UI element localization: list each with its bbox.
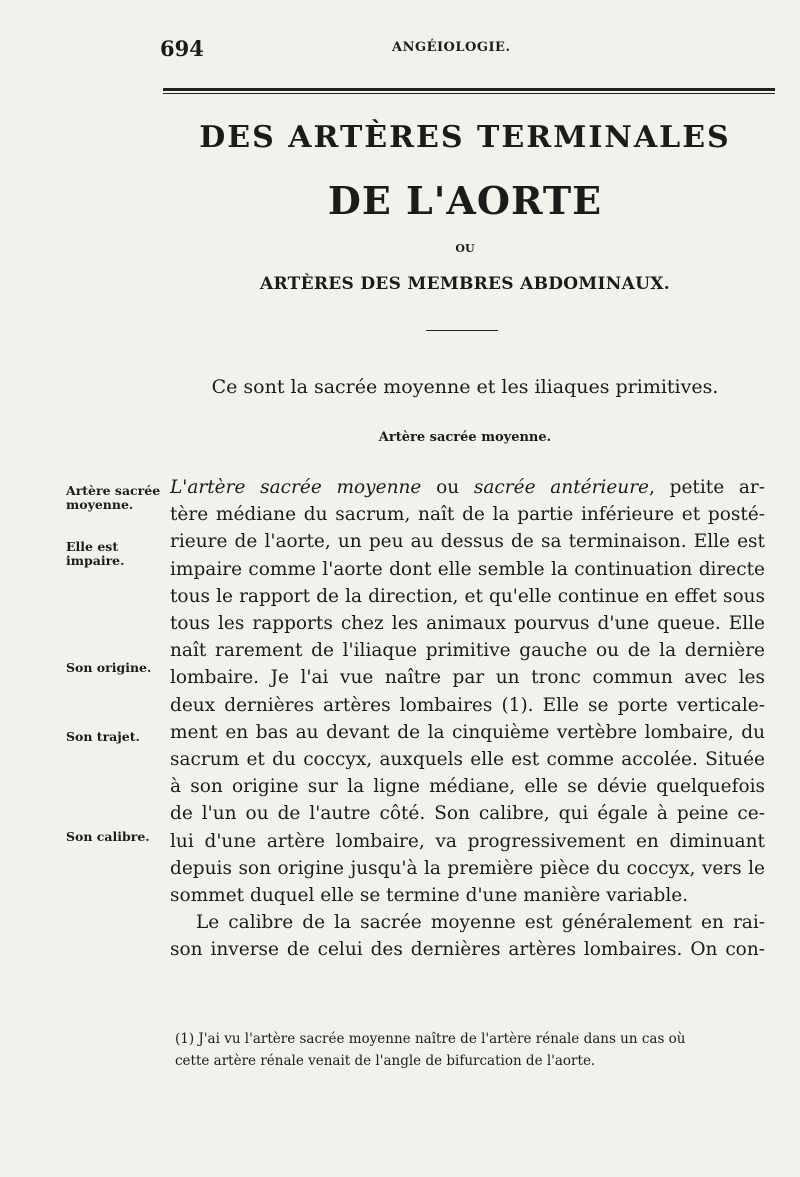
body-line: rieure de l'aorte, un peu au dessus de sa terminaison. Elle est xyxy=(170,531,765,553)
body-line: de l'un ou de l'autre côté. Son calibre, qui égale à peine ce- xyxy=(170,803,765,825)
body-line: impaire comme l'aorte dont elle semble la continuation directe xyxy=(170,558,765,580)
header-double-rule xyxy=(163,88,775,94)
footnote xyxy=(175,1028,775,1072)
running-head: ANGÉIOLOGIE. xyxy=(392,40,511,55)
title-connector: OU xyxy=(455,242,475,255)
body-plain-1: ou xyxy=(421,477,474,498)
body-italic-term-2: sacrée antérieure xyxy=(473,477,649,498)
margin-note-origine: Son origine. xyxy=(66,660,152,675)
page-header xyxy=(160,36,760,61)
margin-note-trajet: Son trajet. xyxy=(66,729,140,744)
margin-note-sacree: Artère sacrée moyenne. xyxy=(66,483,161,512)
body-line: naît rarement de l'iliaque primitive gauche ou de la dernière xyxy=(170,640,765,662)
body-line: à son origine sur la ligne médiane, elle se dévie quelquefois xyxy=(170,776,765,798)
page-number: 694 xyxy=(160,36,204,61)
body-line: lombaire. Je l'ai vue naître par un tronc commun avec les xyxy=(170,667,765,689)
body-line: tous les rapports chez les animaux pourvus d'une queue. Elle xyxy=(170,613,765,635)
margin-note-impaire: Elle est impaire. xyxy=(66,539,125,568)
section-heading: Artère sacrée moyenne. xyxy=(378,430,552,445)
body-line: tère médiane du sacrum, naît de la partie inférieure et posté- xyxy=(170,504,765,526)
body-line: lui d'une artère lombaire, va progressivement en diminuant xyxy=(170,830,765,852)
body-line-first xyxy=(170,474,765,501)
body-line: ment en bas au devant de la cinquième vertèbre lombaire, du xyxy=(170,721,765,743)
body-line: son inverse de celui des dernières artères lombaires. On con- xyxy=(170,939,765,961)
body-italic-term-1: L'artère sacrée moyenne xyxy=(170,477,422,498)
margin-note-calibre: Son calibre. xyxy=(66,829,150,844)
body-line: sacrum et du coccyx, auxquels elle est comme accolée. Située xyxy=(170,749,765,771)
chapter-title-line1: DES ARTÈRES TERMINALES xyxy=(199,120,731,155)
body-line: tous le rapport de la direction, et qu'elle continue en effet sous xyxy=(170,585,765,607)
body-line: sommet duquel elle se termine d'une manière variable. xyxy=(170,885,689,907)
body-line: deux dernières artères lombaires (1). Elle se porte verticale- xyxy=(170,694,765,716)
body-paragraphs xyxy=(170,474,765,964)
footnote-line: (1) J'ai vu l'artère sacrée moyenne naître de l'artère rénale dans un cas où xyxy=(175,1031,686,1047)
body-line: Le calibre de la sacrée moyenne est généralement en rai- xyxy=(196,912,765,934)
chapter-subtitle: ARTÈRES DES MEMBRES ABDOMINAUX. xyxy=(260,274,670,294)
body-plain-2: , petite ar- xyxy=(649,477,765,498)
intro-sentence: Ce sont la sacrée moyenne et les iliaques primitives. xyxy=(211,376,719,398)
chapter-title-line2: DE L'AORTE xyxy=(327,178,603,223)
footnote-line: cette artère rénale venait de l'angle de bifurcation de l'aorte. xyxy=(175,1053,596,1069)
title-divider xyxy=(426,330,498,331)
body-line: depuis son origine jusqu'à la première pièce du coccyx, vers le xyxy=(170,857,765,879)
